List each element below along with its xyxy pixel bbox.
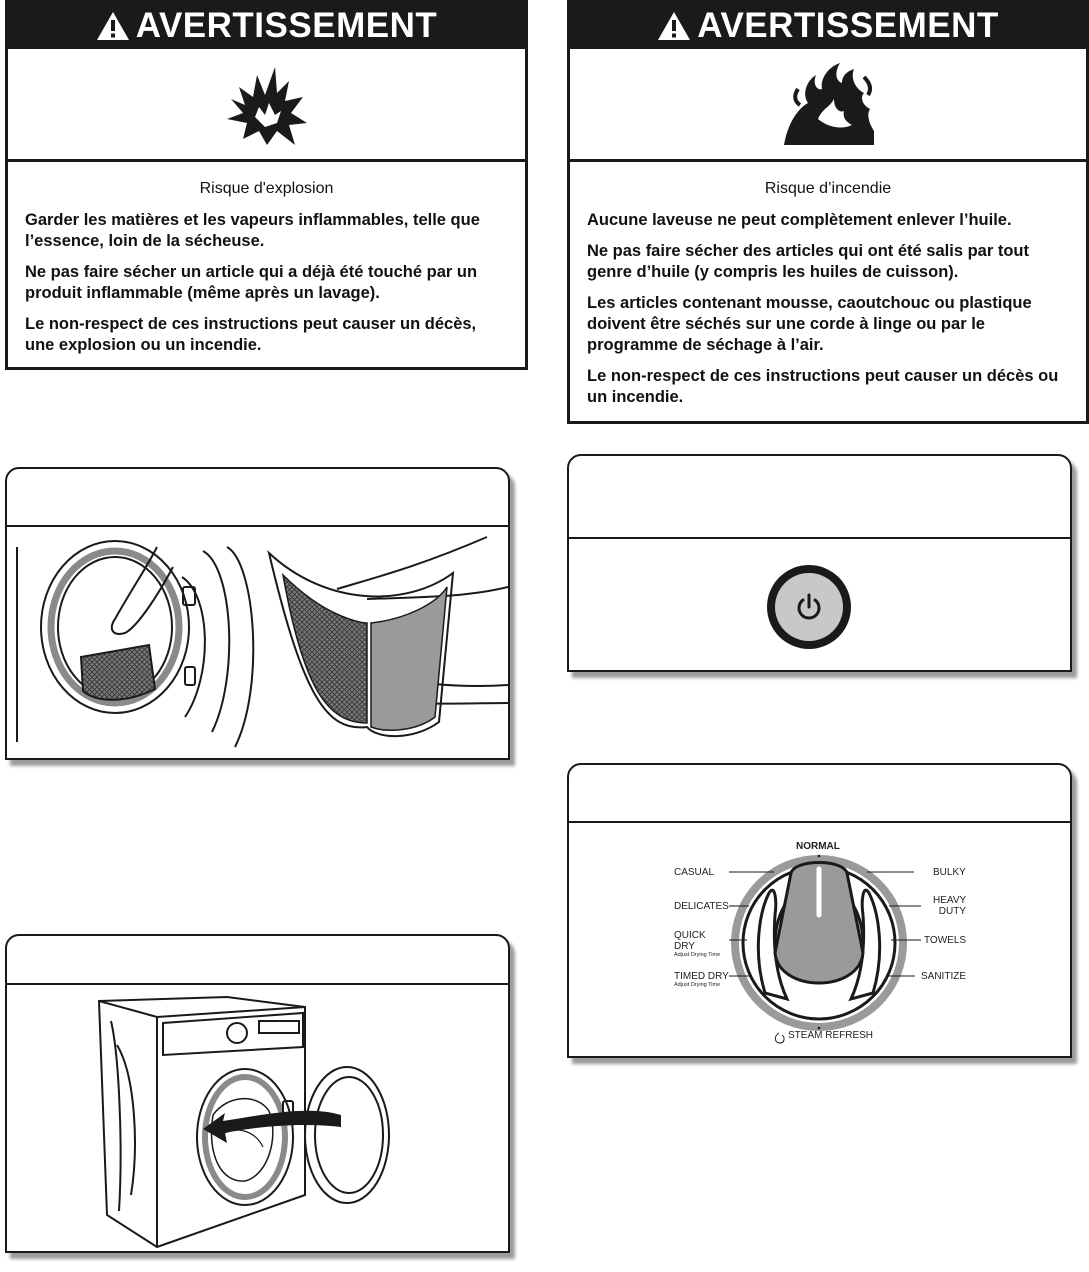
dial-label-bulky: BULKY (933, 867, 966, 878)
panel-body (7, 985, 508, 1253)
dial-label-delicates: DELICATES (674, 901, 729, 912)
dial-label-steam-refresh: STEAM REFRESH (788, 1030, 874, 1041)
panel-header (7, 936, 508, 985)
warning-title: Risque d’incendie (764, 180, 892, 197)
warning-paragraph: Ne pas faire sécher un article qui a déjà été touché par un produit inflammable (même après un lavage). (25, 263, 478, 302)
lint-filter-illustration (7, 527, 508, 760)
warning-paragraph: Le non-respect de ces instructions peut causer un décès, une explosion ou un incendie. (25, 315, 477, 354)
power-button[interactable] (767, 565, 851, 649)
warning-paragraph: Garder les matières et les vapeurs inflammables, telle que l’essence, loin de la sécheuse. (25, 211, 480, 250)
power-panel (567, 454, 1072, 672)
explosion-icon (225, 61, 309, 147)
dial-label-heavy-duty: HEAVY DUTY (933, 895, 967, 917)
warning-body (570, 162, 1086, 428)
warning-triangle-icon (657, 11, 691, 41)
dial-label-sanitize: SANITIZE (921, 971, 967, 982)
warning-paragraph: Les articles contenant mousse, caoutchouc ou plastique doivent être séchés sur une corde à linge ou par le programme de séchage à l’air. (587, 294, 1032, 354)
warning-header (8, 3, 525, 49)
panel-header (569, 765, 1070, 823)
power-icon (793, 591, 825, 623)
warning-fire (567, 0, 1089, 424)
load-dryer-illustration (7, 985, 508, 1253)
panel-body (569, 539, 1070, 672)
warning-body (8, 162, 525, 376)
panel-header (7, 469, 508, 527)
dial-label-towels: TOWELS (924, 935, 967, 946)
panel-header (569, 456, 1070, 539)
panel-body (7, 527, 508, 760)
cycle-dial-panel (567, 763, 1072, 1058)
flame-icon-area (570, 49, 1086, 162)
cycle-dial-graphic (569, 823, 1070, 1058)
warning-header-text: AVERTISSEMENT (697, 6, 999, 45)
warning-paragraph: Le non-respect de ces instructions peut causer un décès ou un incendie. (587, 367, 1059, 406)
warning-paragraph: Ne pas faire sécher des articles qui ont été salis par tout genre d’huile (y compris les huiles de cuisson). (587, 242, 1029, 281)
dial-label-timed-dry: TIMED DRY Adjust Drying Time (674, 971, 729, 988)
explosion-icon-area (8, 49, 525, 162)
dial-label-quick-dry: QUICK DRY Adjust Drying Time (674, 930, 721, 958)
steam-icon (775, 1033, 784, 1043)
lint-filter-panel (5, 467, 510, 760)
flame-icon (778, 59, 878, 149)
warning-header (570, 3, 1086, 49)
load-dryer-panel (5, 934, 510, 1253)
warning-paragraph: Aucune laveuse ne peut complètement enlever l’huile. (587, 211, 1012, 229)
warning-explosion (5, 0, 528, 370)
warning-header-text: AVERTISSEMENT (135, 6, 438, 45)
panel-body (569, 823, 1070, 1058)
warning-triangle-icon (96, 11, 130, 41)
dial-label-normal: NORMAL (796, 841, 840, 852)
warning-title: Risque d'explosion (199, 180, 334, 197)
dial-label-casual: CASUAL (674, 867, 715, 878)
